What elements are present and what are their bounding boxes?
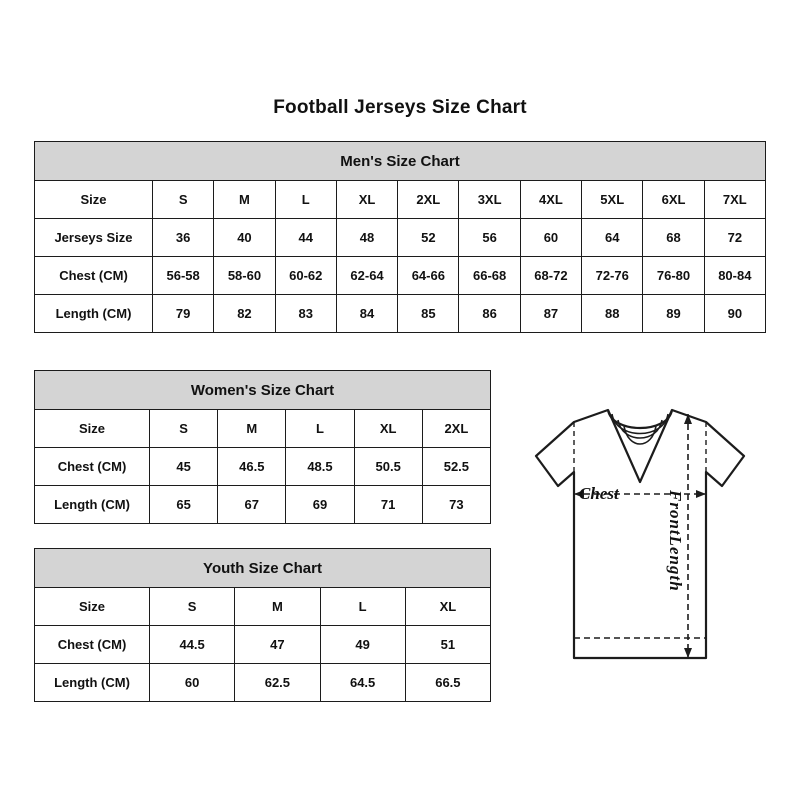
table-cell: 66-68	[459, 257, 520, 295]
row-label: Length (CM)	[35, 486, 150, 524]
table-cell: 2XL	[422, 410, 490, 448]
table-cell: L	[286, 410, 354, 448]
womens-size-chart	[34, 370, 491, 524]
table-row	[35, 626, 491, 664]
table-cell: M	[235, 588, 320, 626]
table-cell: 89	[643, 295, 704, 333]
table-cell: 3XL	[459, 181, 520, 219]
womens-size-table	[34, 370, 491, 524]
mens-chart-heading: Men's Size Chart	[35, 142, 766, 181]
row-label: Size	[35, 410, 150, 448]
table-cell: 64	[582, 219, 643, 257]
row-label: Jerseys Size	[35, 219, 153, 257]
table-cell: 49	[320, 626, 405, 664]
table-cell: 6XL	[643, 181, 704, 219]
table-cell: S	[153, 181, 214, 219]
table-cell: 82	[214, 295, 275, 333]
table-cell: 68	[643, 219, 704, 257]
table-cell: 64.5	[320, 664, 405, 702]
row-label: Chest (CM)	[35, 448, 150, 486]
table-cell: 62-64	[336, 257, 397, 295]
table-cell: XL	[336, 181, 397, 219]
table-cell: 36	[153, 219, 214, 257]
table-cell: 65	[150, 486, 218, 524]
womens-chart-heading: Women's Size Chart	[35, 371, 491, 410]
table-row	[35, 181, 766, 219]
table-cell: 40	[214, 219, 275, 257]
table-cell: 5XL	[582, 181, 643, 219]
table-cell: 46.5	[218, 448, 286, 486]
table-cell: 80-84	[704, 257, 765, 295]
table-cell: 84	[336, 295, 397, 333]
row-label: Size	[35, 588, 150, 626]
table-cell: 4XL	[520, 181, 581, 219]
table-cell: 87	[520, 295, 581, 333]
table-cell: 56-58	[153, 257, 214, 295]
table-row	[35, 588, 491, 626]
table-cell: 83	[275, 295, 336, 333]
table-cell: 72-76	[582, 257, 643, 295]
table-row	[35, 219, 766, 257]
table-row	[35, 664, 491, 702]
table-cell: 79	[153, 295, 214, 333]
youth-chart-heading: Youth Size Chart	[35, 549, 491, 588]
table-cell: XL	[405, 588, 490, 626]
page-title: Football Jerseys Size Chart	[273, 97, 527, 118]
table-cell: 50.5	[354, 448, 422, 486]
table-row	[35, 486, 491, 524]
table-cell: 60-62	[275, 257, 336, 295]
table-row	[35, 257, 766, 295]
table-cell: 44	[275, 219, 336, 257]
table-cell: 64-66	[398, 257, 459, 295]
table-cell: M	[218, 410, 286, 448]
table-cell: 76-80	[643, 257, 704, 295]
table-header-row	[35, 371, 491, 410]
table-row	[35, 448, 491, 486]
mens-size-chart	[34, 141, 766, 333]
row-label: Chest (CM)	[35, 626, 150, 664]
table-cell: 68-72	[520, 257, 581, 295]
table-cell: 88	[582, 295, 643, 333]
row-label: Chest (CM)	[35, 257, 153, 295]
table-cell: 56	[459, 219, 520, 257]
table-cell: L	[275, 181, 336, 219]
table-row	[35, 295, 766, 333]
table-cell: 51	[405, 626, 490, 664]
table-cell: 52.5	[422, 448, 490, 486]
table-cell: 71	[354, 486, 422, 524]
table-cell: 86	[459, 295, 520, 333]
youth-size-table	[34, 548, 491, 702]
table-cell: 60	[150, 664, 235, 702]
table-cell: 52	[398, 219, 459, 257]
table-cell: 44.5	[150, 626, 235, 664]
table-cell: 62.5	[235, 664, 320, 702]
table-cell: 60	[520, 219, 581, 257]
table-cell: S	[150, 588, 235, 626]
table-cell: 48	[336, 219, 397, 257]
table-cell: 85	[398, 295, 459, 333]
table-cell: 2XL	[398, 181, 459, 219]
table-cell: 72	[704, 219, 765, 257]
row-label: Size	[35, 181, 153, 219]
table-cell: 66.5	[405, 664, 490, 702]
mens-size-table	[34, 141, 766, 333]
table-cell: 45	[150, 448, 218, 486]
table-cell: L	[320, 588, 405, 626]
table-cell: 58-60	[214, 257, 275, 295]
table-cell: S	[150, 410, 218, 448]
table-cell: 48.5	[286, 448, 354, 486]
table-cell: XL	[354, 410, 422, 448]
chest-measure-label: Chest	[579, 484, 619, 503]
table-cell: 73	[422, 486, 490, 524]
row-label: Length (CM)	[35, 664, 150, 702]
table-cell: 90	[704, 295, 765, 333]
table-row	[35, 410, 491, 448]
table-cell: M	[214, 181, 275, 219]
front-length-measure-label: FrontLength	[666, 490, 685, 592]
table-cell: 7XL	[704, 181, 765, 219]
table-cell: 47	[235, 626, 320, 664]
table-cell: 69	[286, 486, 354, 524]
table-header-row	[35, 142, 766, 181]
table-header-row	[35, 549, 491, 588]
table-cell: 67	[218, 486, 286, 524]
measurement-diagram	[500, 400, 780, 690]
row-label: Length (CM)	[35, 295, 153, 333]
youth-size-chart	[34, 548, 491, 702]
tshirt-outline-icon	[500, 400, 780, 690]
